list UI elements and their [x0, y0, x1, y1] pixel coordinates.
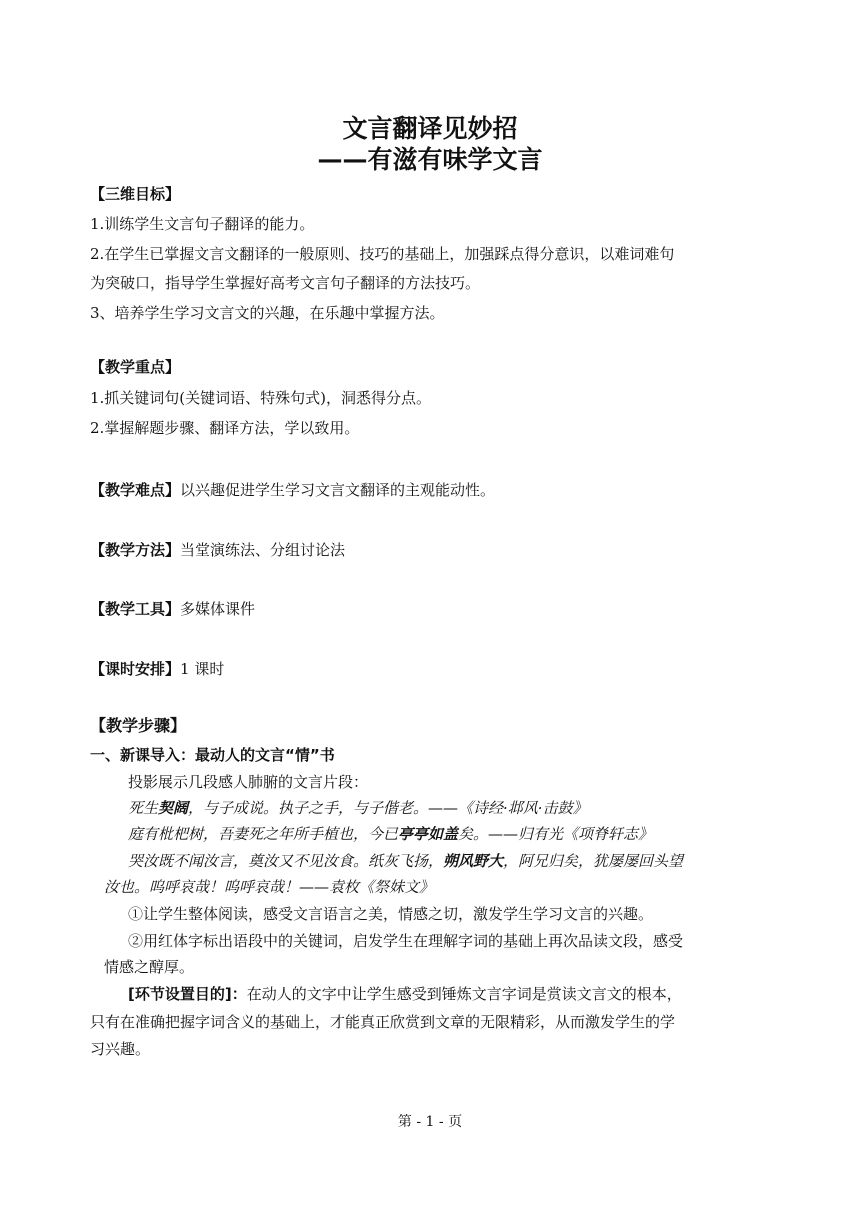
quote-1 [128, 798, 818, 818]
goals-item-2-line-2: 为突破口，指导学生掌握好高考文言句子翻译的方法技巧。 [90, 274, 481, 292]
goals-item-3: 3、培养学生学习文言文的兴趣，在乐趣中掌握方法。 [90, 304, 445, 322]
quote-1-key: 契阔 [158, 799, 189, 817]
steps-heading: 【教学步骤】 [90, 716, 187, 735]
quote-1-pre: 死生 [128, 799, 159, 817]
page-number: 第 - 1 - 页 [397, 1114, 463, 1130]
difficulty-text: 以兴趣促进学生学习文言文翻译的主观能动性。 [180, 481, 496, 499]
title-line-1: 文言翻译见妙招 [342, 114, 518, 143]
note-1: ①让学生整体阅读，感受文言语言之美，情感之切，激发学生学习文言的兴趣。 [128, 905, 654, 923]
quote-2 [128, 824, 818, 844]
purpose-line-1 [128, 984, 818, 1004]
method-text: 当堂演练法、分组讨论法 [180, 541, 346, 559]
key-points-item-1: 1.抓关键词句(关键词语、特殊句式)，洞悉得分点。 [90, 389, 432, 407]
purpose-text-1: 在动人的文字中让学生感受到锤炼文言字词是赏读文言文的根本， [246, 985, 682, 1003]
quote-2-pre: 庭有枇杷树，吾妻死之年所手植也，今已 [128, 825, 399, 843]
quote-3-key: 朔风野大 [443, 852, 504, 870]
intro-text: 投影展示几段感人肺腑的文言片段： [128, 773, 369, 791]
goals-item-2-line-1: 2.在学生已掌握文言文翻译的一般原则、技巧的基础上，加强踩点得分意识，以难词难句 [90, 245, 675, 263]
note-2-line-2: 情感之醇厚。 [104, 958, 195, 976]
goals-item-1: 1.训练学生文言句子翻译的能力。 [90, 215, 315, 233]
difficulty-row [90, 480, 780, 500]
quote-3-pre: 哭汝既不闻汝言，奠汝又不见汝食。纸灰飞扬， [128, 852, 444, 870]
section-1-title: 一、新课导入：最动人的文言“情”书 [90, 746, 335, 764]
quote-2-post: 矣。——归有光《项脊轩志》 [458, 825, 654, 843]
tools-text: 多媒体课件 [180, 600, 256, 618]
quote-3-line-1 [128, 851, 818, 871]
purpose-line-3: 习兴趣。 [90, 1040, 151, 1058]
method-row [90, 540, 780, 560]
tools-heading: 【教学工具】 [90, 600, 181, 618]
key-points-item-2: 2.掌握解题步骤、翻译方法，学以致用。 [90, 419, 360, 437]
note-2-line-1: ②用红体字标出语段中的关键词，启发学生在理解字词的基础上再次品读文段，感受 [128, 932, 684, 950]
schedule-heading: 【课时安排】 [90, 660, 181, 678]
schedule-row [90, 659, 780, 679]
quote-1-post: ，与子成说。执子之手，与子偕老。——《诗经·邶风·击鼓》 [188, 799, 588, 817]
key-points-heading: 【教学重点】 [90, 358, 181, 376]
method-heading: 【教学方法】 [90, 541, 181, 559]
purpose-label: [环节设置目的]： [128, 985, 247, 1003]
tools-row [90, 599, 780, 619]
purpose-line-2: 只有在准确把握字词含义的基础上，才能真正欣赏到文章的无限精彩，从而激发学生的学 [90, 1013, 676, 1031]
quote-2-key: 亭亭如盖 [398, 825, 459, 843]
schedule-text: 1 课时 [180, 660, 225, 678]
quote-3-line-2: 汝也。呜呼哀哉！呜呼哀哉！——袁枚《祭妹文》 [104, 878, 435, 896]
quote-3-post: ，阿兄归矣，犹屡屡回头望 [503, 852, 684, 870]
difficulty-heading: 【教学难点】 [90, 481, 181, 499]
goals-heading: 【三维目标】 [90, 185, 181, 203]
title-line-2: ——有滋有味学文言 [317, 145, 543, 174]
